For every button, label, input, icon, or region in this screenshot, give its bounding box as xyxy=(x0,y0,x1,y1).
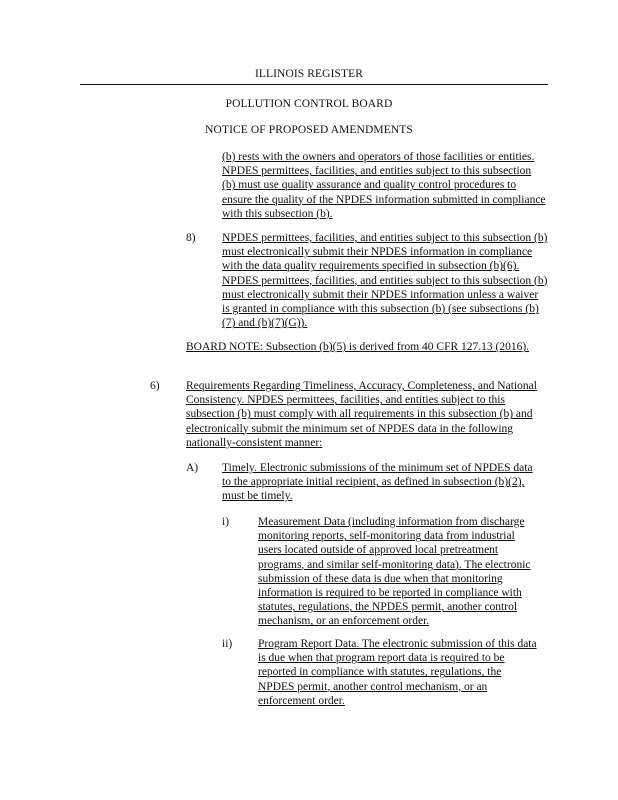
item-i-body xyxy=(258,515,540,629)
item-a-text: Timely. Electronic submissions of the minimum set of NPDES data to the appropriate initial recipient, as defined in subsection (b)(2), must be timely. xyxy=(222,462,533,503)
header-rule xyxy=(80,84,548,85)
board-title: POLLUTION CONTROL BOARD xyxy=(225,98,393,110)
item-ii-body xyxy=(258,637,540,708)
item-ii-label: ii) xyxy=(222,638,233,650)
subsection-b-continuation xyxy=(222,150,546,221)
item-8-label: 8) xyxy=(186,232,196,244)
item-6-label: 6) xyxy=(150,380,160,392)
board-note-text: BOARD NOTE: Subsection (b)(5) is derived from 40 CFR 127.13 (2016). xyxy=(186,341,530,353)
item-6-body xyxy=(186,379,548,450)
item-a-body xyxy=(222,461,540,504)
item-8-text: NPDES permittees, facilities, and entities subject to this subsection (b) must electronically submit their NPDES information in compliance with the data quality requirements specified in subsection (b)(6). NPDES permittees, facilities, and entities subject to this subsection (b) must electronically submit their NPDES information unless a waiver is granted in compliance with this subsection (b) (see subsections (b)(7) and (b)(7)(G)). xyxy=(222,232,548,330)
item-6-text: Requirements Regarding Timeliness, Accuracy, Completeness, and National Consistency. NPDES permittees, facilities, and entities subject to this subsection (b) must comply with all requirements in this subsection (b) and electronically submit the minimum set of NPDES data in the following nationally-consistent manner: xyxy=(186,380,537,449)
notice-title: NOTICE OF PROPOSED AMENDMENTS xyxy=(205,124,413,136)
register-title: ILLINOIS REGISTER xyxy=(254,68,364,80)
board-note xyxy=(186,340,546,354)
item-8-body xyxy=(222,231,548,330)
item-ii-text: Program Report Data. The electronic submission of this data is due when that program report data is required to be reported in compliance with statutes, regulations, the NPDES permit, another control mechanism, or an enforcement order. xyxy=(258,638,537,707)
item-a-label: A) xyxy=(186,462,199,474)
item-i-label: i) xyxy=(222,516,230,528)
item-i-text: Measurement Data (including information from discharge monitoring reports, self-monitoring data from industrial users located outside of approved local pretreatment programs, and similar self-monitoring data). The electronic submission of these data is due when that monitoring information is required to be reported in compliance with statutes, regulations, the NPDES permit, another control mechanism, or an enforcement order. xyxy=(258,516,531,628)
subsection-b-continuation-text: (b) rests with the owners and operators of those facilities or entities. NPDES permittees, facilities, and entities subject to this subsection (b) must use quality assurance and quality control procedures to ensure the quality of the NPDES information submitted in compliance with this subsection (b). xyxy=(222,151,546,220)
